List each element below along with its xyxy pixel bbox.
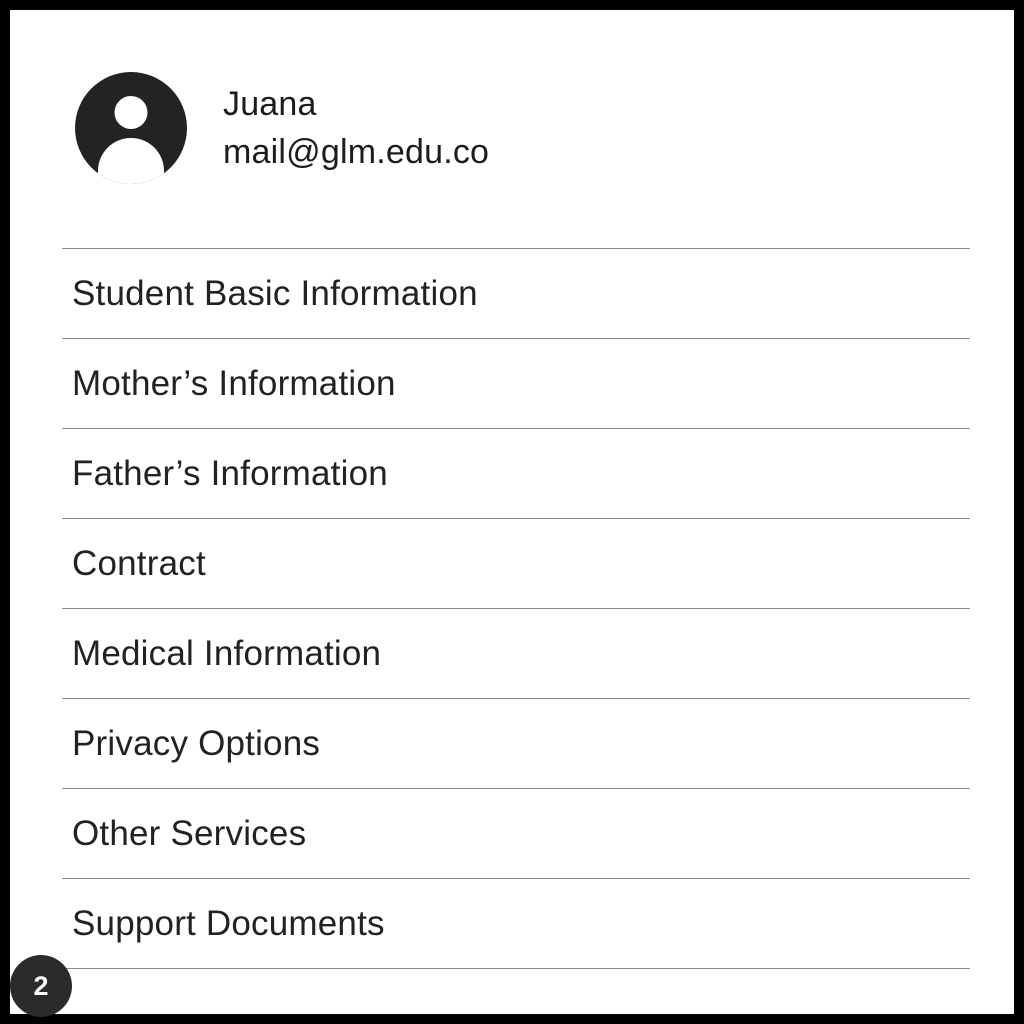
menu-item-label: Contract xyxy=(72,543,206,583)
menu-item-label: Student Basic Information xyxy=(72,273,478,313)
profile-email: mail@glm.edu.co xyxy=(223,133,490,171)
avatar-head-shape xyxy=(115,96,148,129)
menu-item-privacy-options[interactable] xyxy=(62,699,970,788)
menu-divider xyxy=(62,968,970,969)
app-screen xyxy=(10,10,1014,1014)
profile-header xyxy=(75,72,489,184)
step-badge-label: 2 xyxy=(33,970,49,1001)
menu-item-support-documents[interactable] xyxy=(62,879,970,968)
settings-menu-list xyxy=(62,248,970,969)
avatar-body-shape xyxy=(98,138,164,184)
profile-text xyxy=(223,80,489,176)
menu-item-label: Support Documents xyxy=(72,903,385,943)
menu-item-label: Other Services xyxy=(72,813,307,853)
menu-item-label: Mother’s Information xyxy=(72,363,396,403)
menu-item-fathers-information[interactable] xyxy=(62,429,970,518)
menu-item-student-basic-information[interactable] xyxy=(62,249,970,338)
menu-item-label: Privacy Options xyxy=(72,723,321,763)
menu-item-label: Father’s Information xyxy=(72,453,388,493)
menu-item-contract[interactable] xyxy=(62,519,970,608)
menu-item-other-services[interactable] xyxy=(62,789,970,878)
menu-item-medical-information[interactable] xyxy=(62,609,970,698)
menu-item-mothers-information[interactable] xyxy=(62,339,970,428)
user-avatar-icon xyxy=(75,72,187,184)
step-badge xyxy=(10,955,72,1017)
profile-name: Juana xyxy=(223,85,317,123)
menu-item-label: Medical Information xyxy=(72,633,382,673)
